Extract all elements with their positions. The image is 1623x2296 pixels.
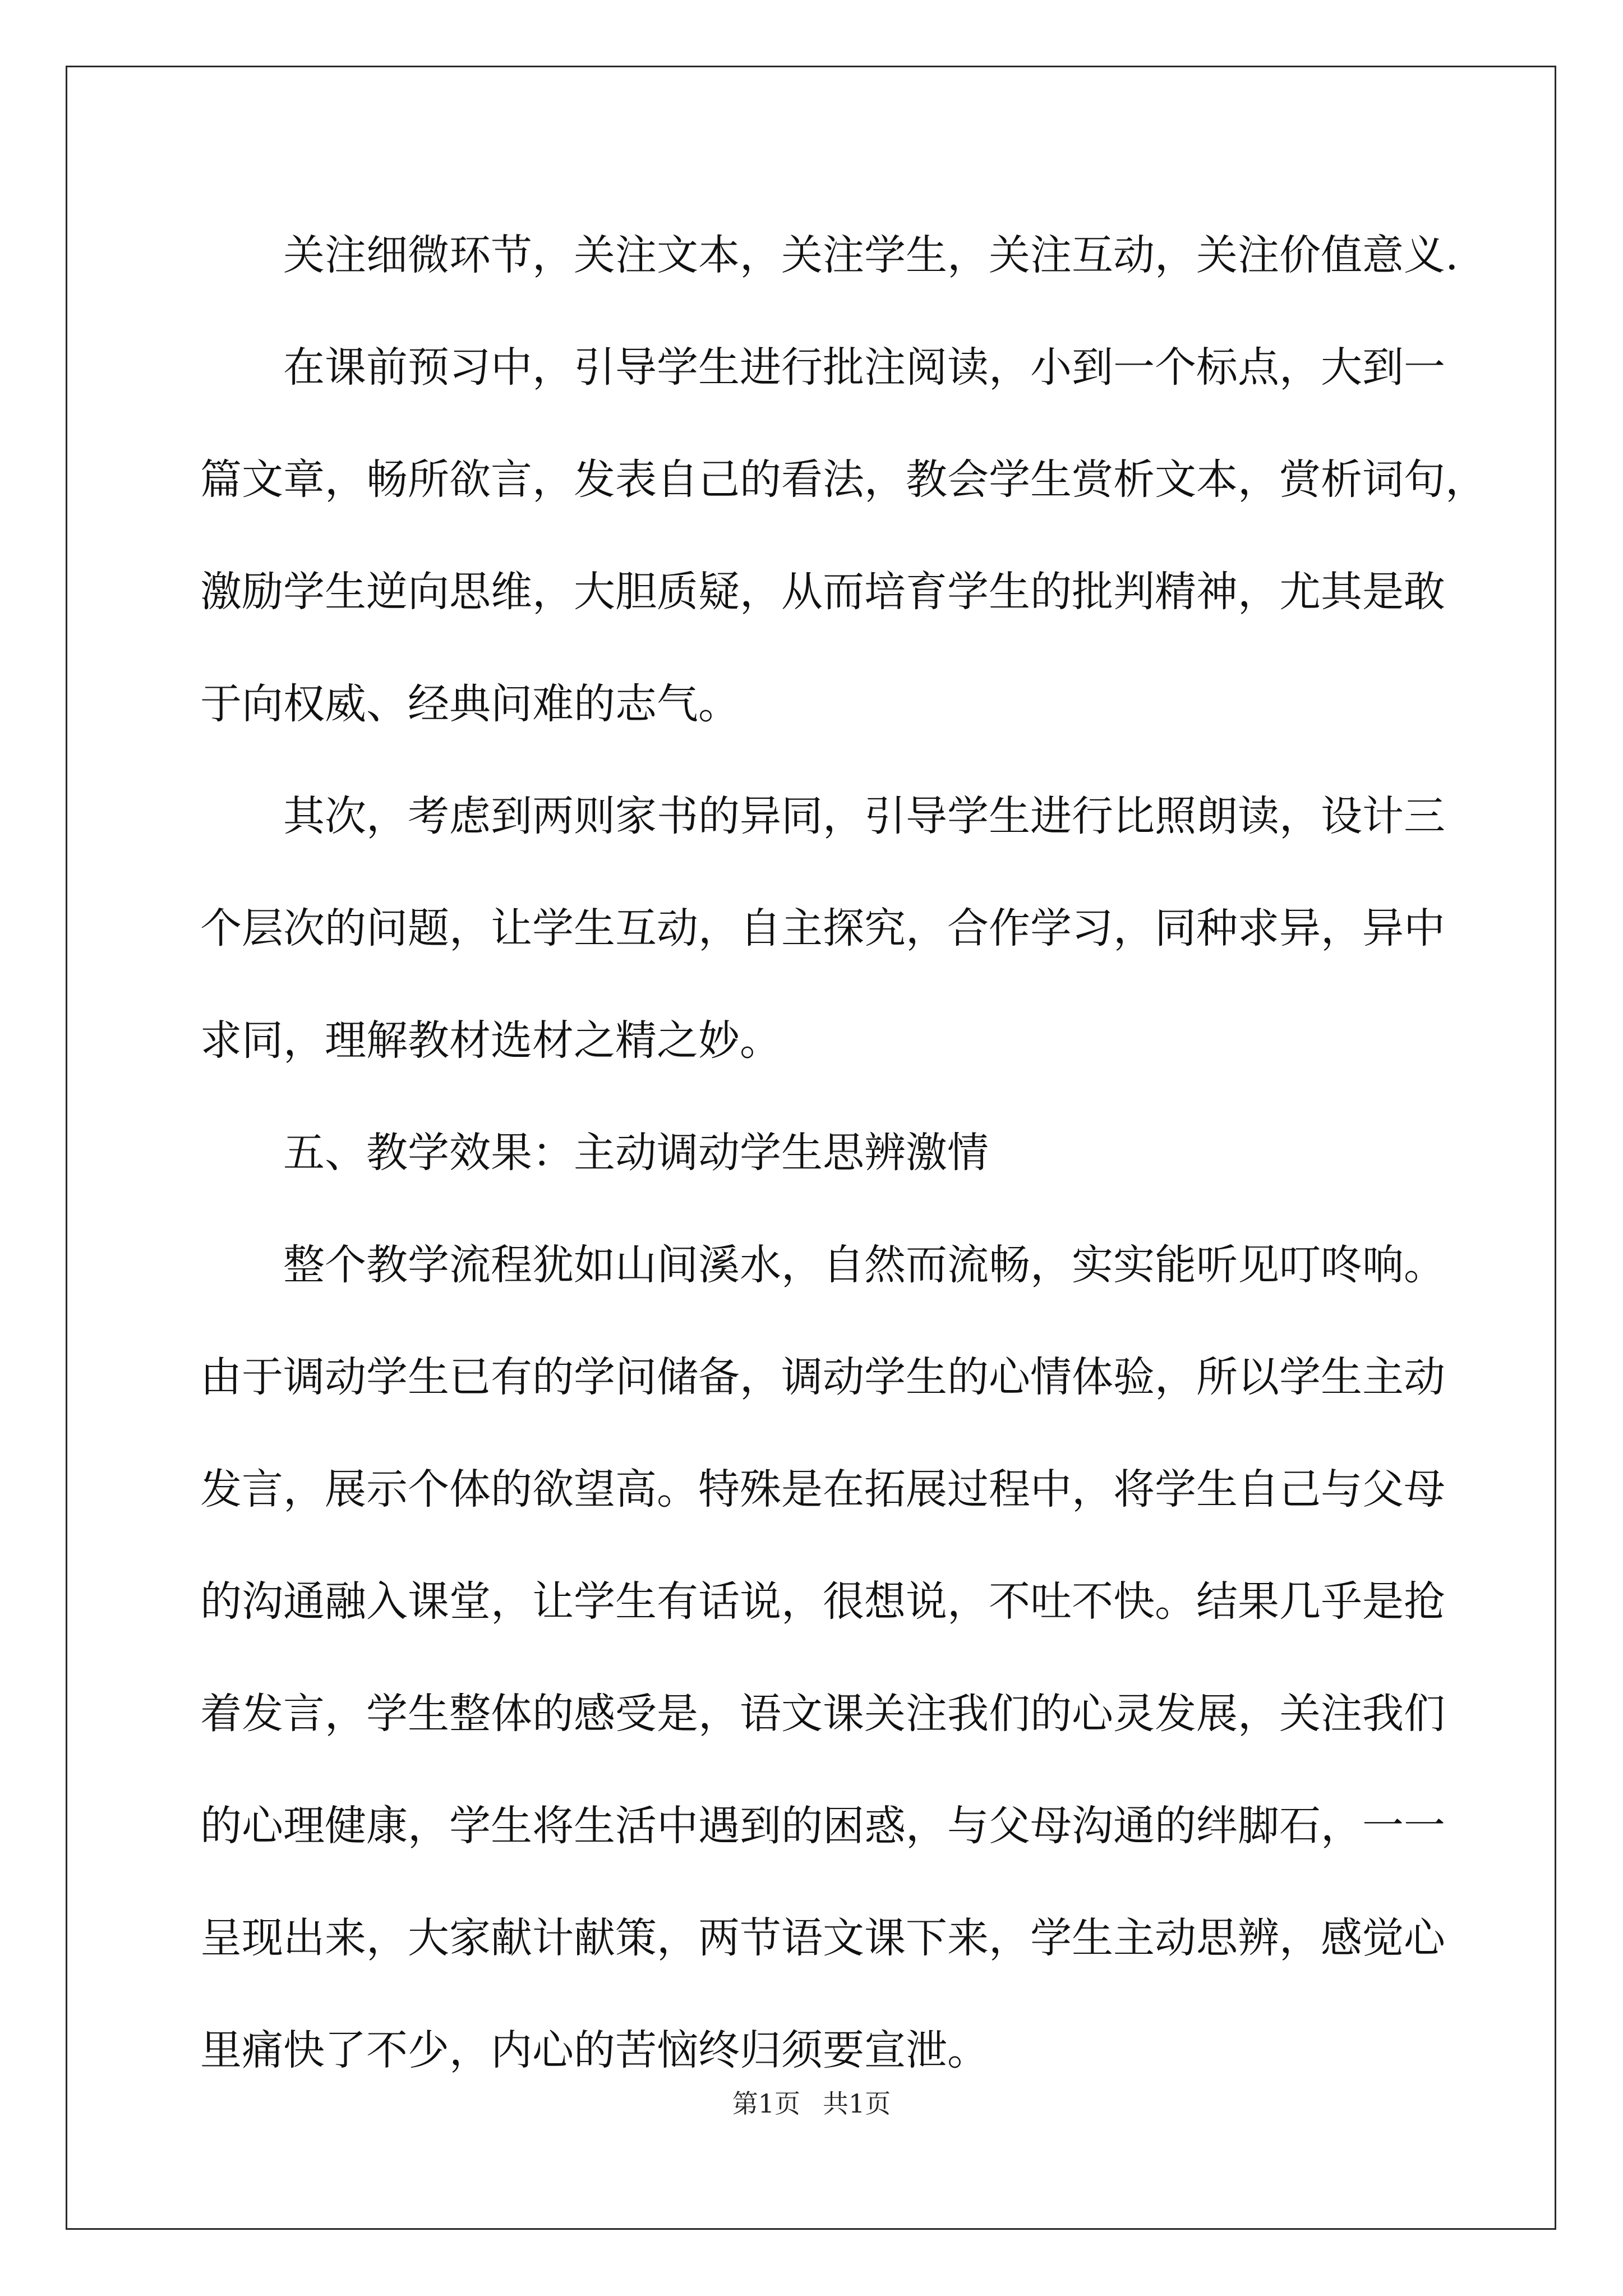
paragraph-5-line-3: 发 言 ， 展 示 个 体 的 欲 望 高 。 特 殊 是 在 拓 展 过 程 中 ， 将 学 生 自 己 与 父 母 [200, 1465, 1445, 1513]
paragraph-5-line-1: 整 个 教 学 流 程 犹 如 山 间 溪 水 ， 自 然 而 流 畅 ， 实 实 能 听 见 叮 咚 响 。 [283, 1241, 1445, 1289]
paragraph-2-line-1: 在 课 前 预 习 中 ， 引 导 学 生 进 行 批 注 阅 读 ， 小 到 一 个 标 点 ， 大 到 一 [283, 343, 1445, 392]
paragraph-5-line-5: 着 发 言 ， 学 生 整 体 的 感 受 是 ， 语 文 课 关 注 我 们 的 心 灵 发 展 ， 关 注 我 们 [200, 1690, 1445, 1738]
paragraph-1-line-1: 关注细微环节，关注文本，关注学生，关注互动，关注价值意义. [283, 231, 1459, 279]
page-number: 第1页 [732, 2088, 800, 2119]
paragraph-2-line-4: 于向权威、经典问难的志气。 [200, 680, 740, 728]
section-heading: 五、教学效果：主动调动学生思辨激情 [283, 1129, 989, 1177]
paragraph-3-line-3: 求同，理解教材选材之精之妙。 [200, 1016, 781, 1065]
page-footer [0, 2087, 1623, 2120]
page-total: 共1页 [823, 2088, 891, 2119]
paragraph-5-line-6: 的 心 理 健 康 ， 学 生 将 生 活 中 遇 到 的 困 惑 ， 与 父 母 沟 通 的 绊 脚 石 ， 一 一 [200, 1802, 1445, 1850]
paragraph-5-line-4: 的 沟 通 融 入 课 堂 ， 让 学 生 有 话 说 ， 很 想 说 ， 不 吐 不 快 。 结 果 几 乎 是 抢 [200, 1577, 1445, 1626]
paragraph-3-line-1: 其 次 ， 考 虑 到 两 则 家 书 的 异 同 ， 引 导 学 生 进 行 比 照 朗 读 ， 设 计 三 [283, 792, 1445, 840]
paragraph-5-line-2: 由 于 调 动 学 生 已 有 的 学 问 储 备 ， 调 动 学 生 的 心 情 体 验 ， 所 以 学 生 主 动 [200, 1353, 1445, 1401]
paragraph-5-line-8: 里痛快了不少，内心的苦恼终归须要宣泄。 [200, 2026, 989, 2074]
paragraph-2-line-2: 篇 文 章 ， 畅 所 欲 言 ， 发 表 自 己 的 看 法 ， 教 会 学 生 赏 析 文 本 ， 赏 析 词 句 ， [200, 455, 1487, 504]
paragraph-5-line-7: 呈 现 出 来 ， 大 家 献 计 献 策 ， 两 节 语 文 课 下 来 ， 学 生 主 动 思 辨 ， 感 觉 心 [200, 1914, 1445, 1962]
paragraph-3-line-2: 个 层 次 的 问 题 ， 让 学 生 互 动 ， 自 主 探 究 ， 合 作 学 习 ， 同 种 求 异 ， 异 中 [200, 904, 1445, 953]
paragraph-2-line-3: 激 励 学 生 逆 向 思 维 ， 大 胆 质 疑 ， 从 而 培 育 学 生 的 批 判 精 神 ， 尤 其 是 敢 [200, 568, 1445, 616]
